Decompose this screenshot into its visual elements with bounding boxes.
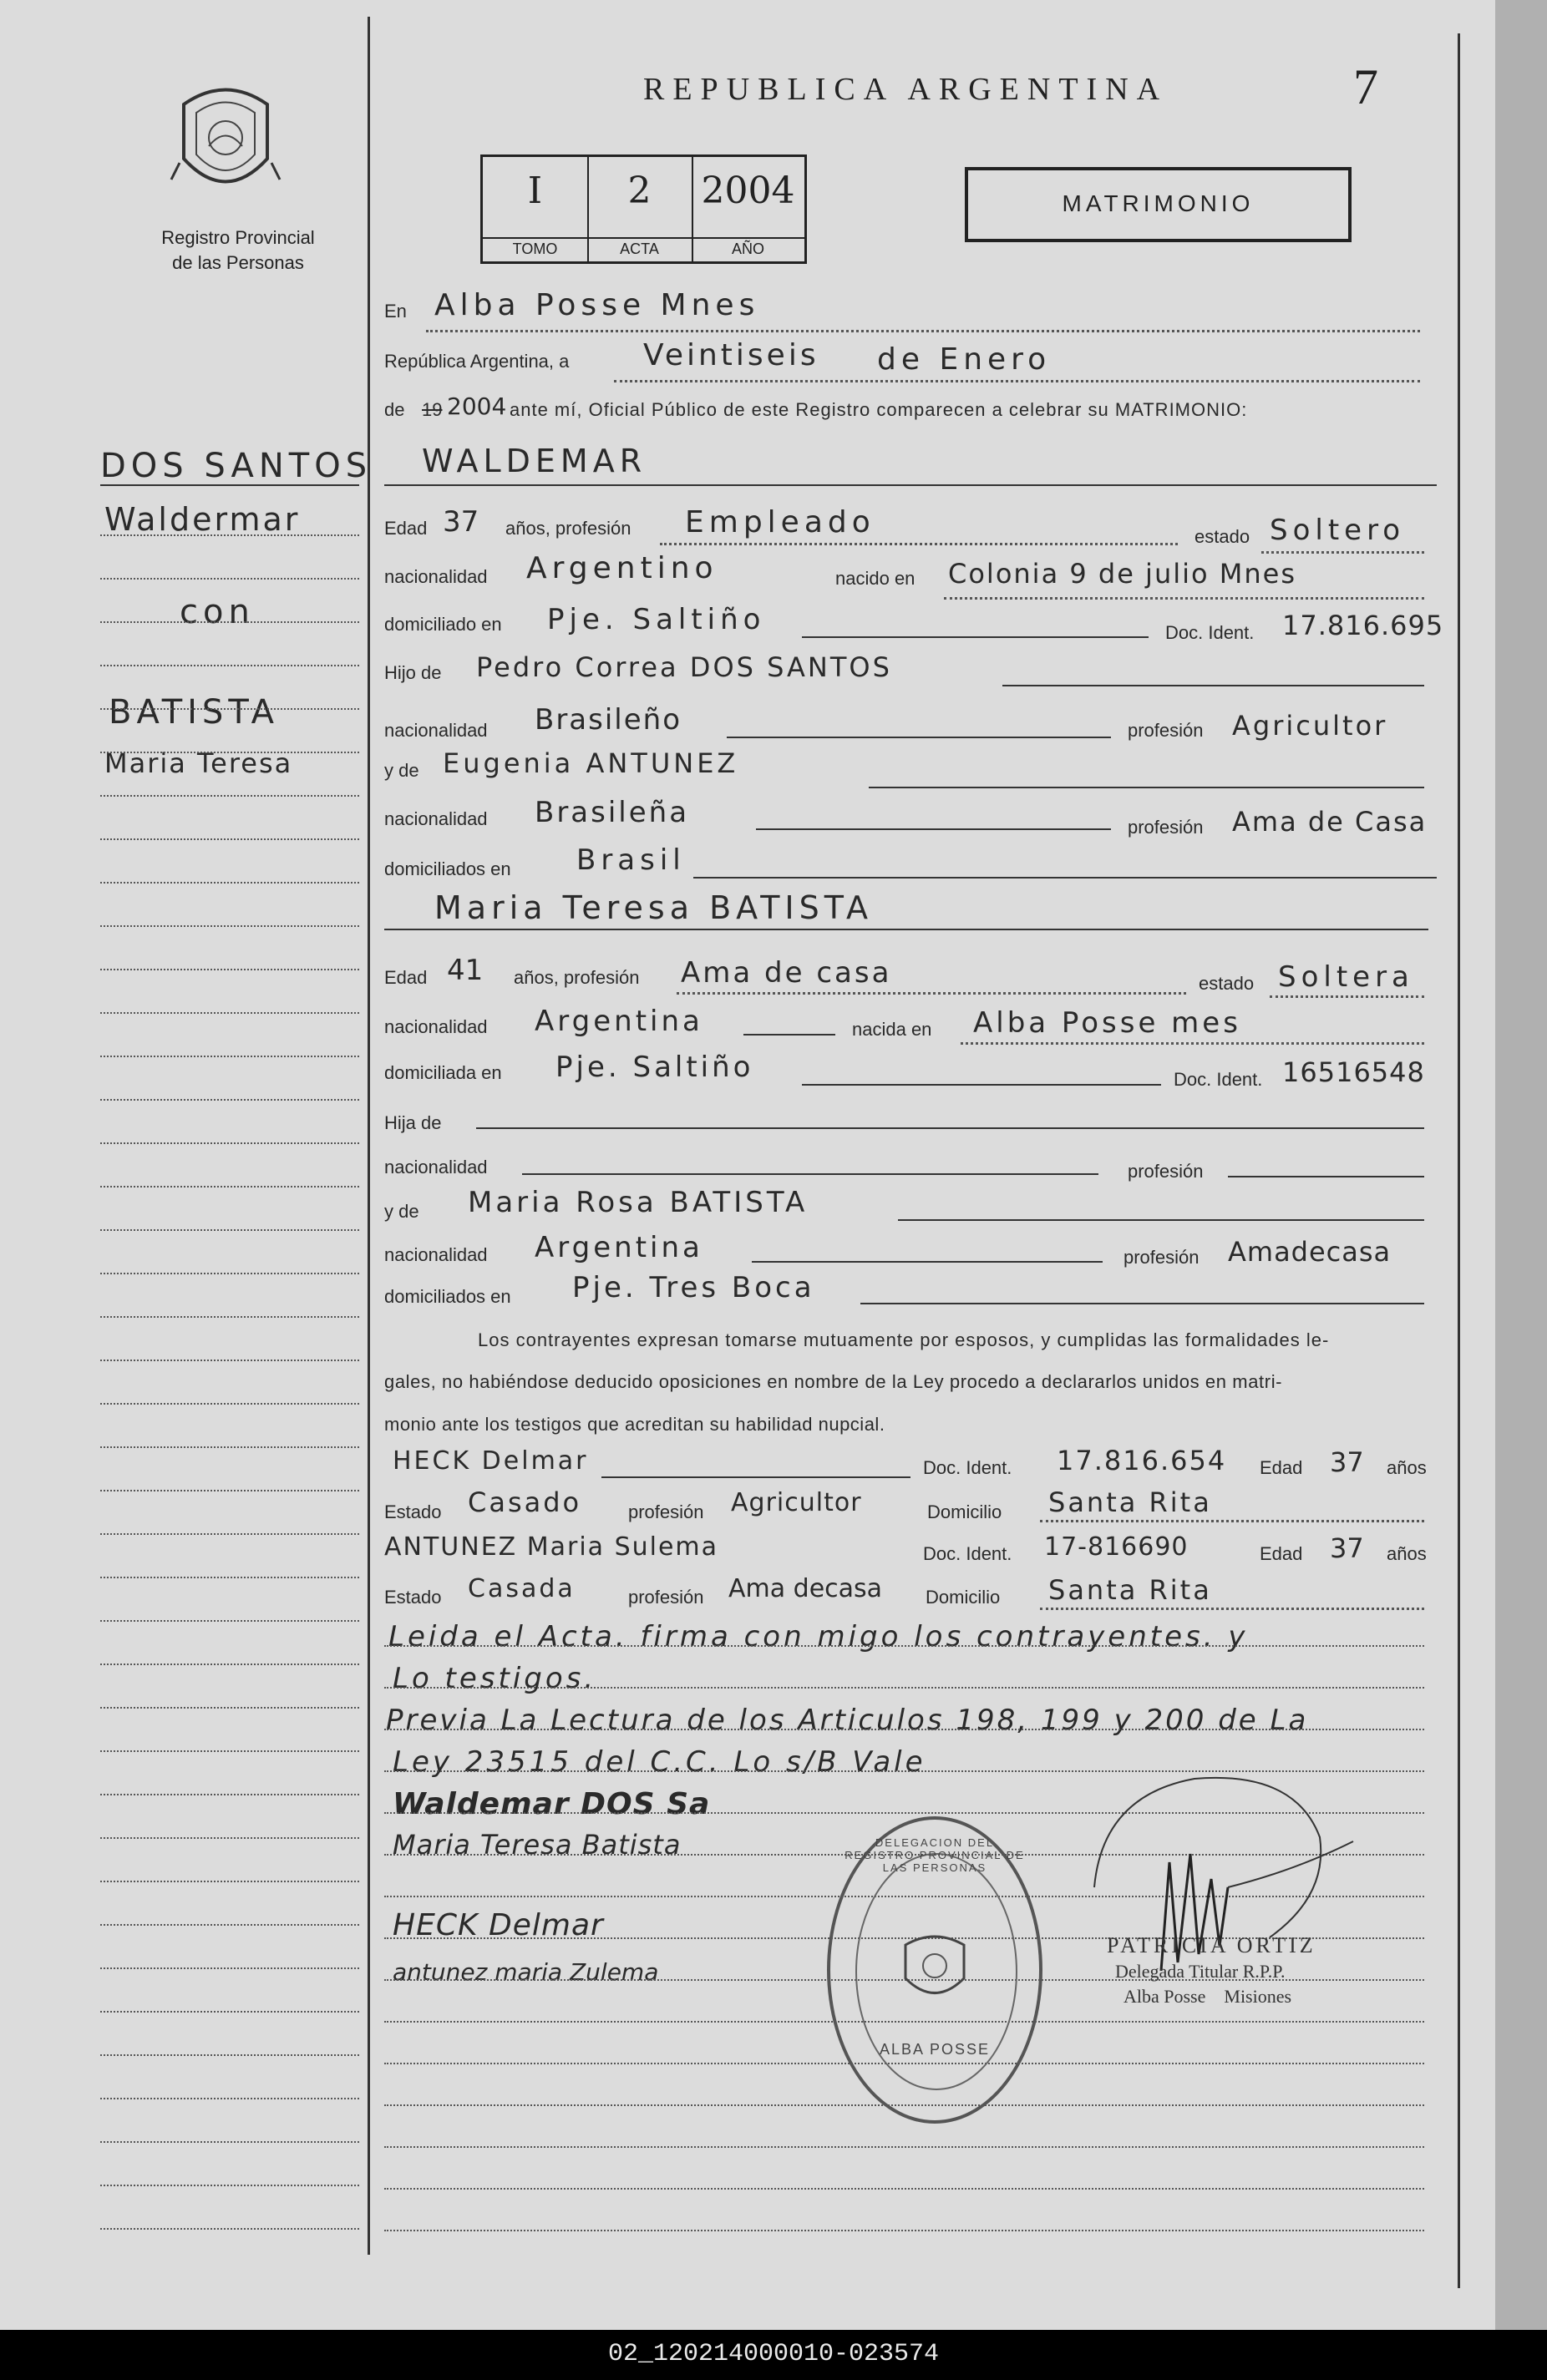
edad-label: Edad (384, 518, 428, 539)
declaration-line-2: gales, no habiéndose deducido oposiciones en nombre de la Ley procedo a declararlos unidos en matri- (384, 1371, 1283, 1392)
groom-address-value: Pje. Saltiño (547, 603, 766, 636)
field-line (614, 380, 1420, 382)
registry-label (125, 225, 351, 276)
margin-dotted-line (100, 882, 359, 884)
stamp-bottom-text: ALBA POSSE (879, 2041, 991, 2058)
groom-mother-profession-value: Ama de Casa (1232, 806, 1428, 838)
note-line-4: Ley 23515 del C.C. Lo s/B Vale (393, 1745, 926, 1779)
field-line (743, 1034, 835, 1036)
witness-1-status: Casado (468, 1486, 582, 1518)
field-line (384, 484, 1437, 486)
witness-1-profession: Agricultor (731, 1488, 862, 1517)
margin-dotted-line (100, 2054, 359, 2056)
acta-cell (587, 157, 693, 261)
margin-dotted-line (100, 1229, 359, 1231)
margin-dotted-line (100, 1186, 359, 1187)
profesion-label: profesión (1128, 1161, 1204, 1182)
record-type-box (965, 167, 1352, 242)
margin-dotted-line (100, 1577, 359, 1578)
nacionalidad-label: nacionalidad (384, 1016, 488, 1037)
margin-dotted-line (100, 1360, 359, 1361)
profesion-label: profesión (1123, 1247, 1200, 1268)
stamp-crest-icon (893, 1928, 976, 2012)
margin-groom-surname: DOS SANTOS (100, 447, 373, 485)
record-number-box (480, 154, 807, 264)
margin-dotted-line (100, 1142, 359, 1144)
margin-line (100, 484, 359, 486)
anio-value: 2004 (701, 170, 795, 212)
bride-mother-nationality-value: Argentina (535, 1231, 703, 1264)
field-line (961, 1042, 1424, 1045)
witness-1-name: HECK Delmar (393, 1446, 589, 1476)
anos-label: años (1387, 1543, 1427, 1564)
margin-dotted-line (100, 1099, 359, 1101)
ruled-line (384, 1729, 1424, 1730)
registry-stamp (827, 1816, 1042, 2124)
margin-dotted-line (100, 2228, 359, 2230)
field-line (869, 787, 1424, 788)
groom-mother-value: Eugenia ANTUNEZ (443, 747, 739, 779)
margin-dotted-line (100, 621, 359, 623)
margin-dotted-line (100, 1490, 359, 1491)
signature-witness-1: HECK Delmar (393, 1908, 604, 1942)
declaration-line-3: monio ante los testigos que acreditan su habilidad nupcial. (384, 1414, 885, 1435)
margin-con: con (180, 593, 255, 631)
field-line (1261, 551, 1424, 554)
margin-rule-right (1458, 33, 1460, 2288)
official-title: Delegada Titular R.P.P. (1115, 1961, 1286, 1982)
de-label: de (384, 399, 405, 420)
nacionalidad-label: nacionalidad (384, 720, 488, 741)
margin-dotted-line (100, 1794, 359, 1795)
anio-label: AÑO (692, 237, 804, 258)
groom-age-value: 37 (443, 505, 479, 539)
anos-profesion-label: años, profesión (514, 967, 640, 988)
domiciliados-label: domiciliados en (384, 858, 511, 879)
ruled-line (384, 2230, 1424, 2231)
record-type-label: MATRIMONIO (1062, 190, 1255, 216)
margin-dotted-line (100, 925, 359, 927)
field-line (756, 828, 1111, 830)
margin-rule-left (368, 17, 370, 2255)
tomo-cell (483, 157, 589, 261)
field-line (752, 1261, 1103, 1263)
margin-dotted-line (100, 1967, 359, 1969)
witness-1-age: 37 (1330, 1446, 1364, 1478)
margin-dotted-line (100, 1056, 359, 1057)
edad-label: Edad (1260, 1543, 1303, 1564)
witness-2-profession: Ama decasa (728, 1574, 883, 1603)
domicilio-label: Domicilio (926, 1587, 1001, 1608)
margin-dotted-line (100, 1446, 359, 1448)
anos-profesion-label: años, profesión (505, 518, 631, 539)
declaration-line-1: Los contrayentes expresan tomarse mutuamente por esposos, y cumplidas las formalidades le- (478, 1329, 1330, 1350)
place-value: Alba Posse Mnes (434, 288, 760, 322)
margin-dotted-line (100, 534, 359, 536)
margin-dotted-line (100, 578, 359, 580)
bride-mother-profession-value: Amadecasa (1228, 1236, 1392, 1268)
edad-label: Edad (384, 967, 428, 988)
witness-2-name: ANTUNEZ Maria Sulema (384, 1532, 719, 1562)
nacida-label: nacida en (852, 1019, 932, 1040)
margin-bride-name: Maria Teresa (104, 747, 293, 779)
domiciliada-label: domiciliada en (384, 1062, 502, 1083)
ruled-line (384, 2146, 1424, 2148)
bride-nationality-value: Argentina (535, 1005, 703, 1038)
doc-label: Doc. Ident. (1174, 1069, 1263, 1090)
doc-label: Doc. Ident. (923, 1543, 1012, 1564)
registry-line-1: Registro Provincial (161, 227, 315, 248)
margin-dotted-line (100, 1012, 359, 1014)
margin-dotted-line (100, 708, 359, 710)
margin-dotted-line (100, 2185, 359, 2186)
estado-label: estado (1199, 973, 1255, 994)
margin-dotted-line (100, 1403, 359, 1405)
witness-2-status: Casada (468, 1574, 576, 1603)
margin-dotted-line (100, 838, 359, 840)
margin-dotted-line (100, 1620, 359, 1622)
doc-label: Doc. Ident. (923, 1457, 1012, 1478)
en-label: En (384, 301, 407, 322)
margin-dotted-line (100, 1273, 359, 1274)
witness-1-address: Santa Rita (1048, 1486, 1212, 1518)
nacionalidad-label: nacionalidad (384, 566, 488, 587)
margin-dotted-line (100, 665, 359, 666)
domiciliados-label: domiciliados en (384, 1286, 511, 1307)
margin-dotted-line (100, 2098, 359, 2099)
witness-2-age: 37 (1330, 1532, 1364, 1564)
provincial-seal-icon (167, 79, 284, 205)
signature-witness-2: antunez maria Zulema (393, 1958, 659, 1986)
field-line (384, 929, 1428, 930)
republic-title: REPUBLICA ARGENTINA (643, 72, 1169, 107)
yde-label: y de (384, 1201, 419, 1222)
margin-dotted-line (100, 969, 359, 970)
margin-dotted-line (100, 1924, 359, 1926)
bride-doc-value: 16516548 (1282, 1056, 1425, 1088)
margin-dotted-line (100, 1750, 359, 1752)
note-line-1: Leida el Acta. firma con migo los contrayentes. y (388, 1620, 1249, 1653)
estado-label: Estado (384, 1501, 442, 1522)
margin-dotted-line (100, 752, 359, 753)
margin-bride-surname: BATISTA (109, 693, 280, 732)
field-line (898, 1219, 1424, 1221)
groom-father-profession-value: Agricultor (1232, 710, 1388, 742)
edad-label: Edad (1260, 1457, 1303, 1478)
anos-label: años (1387, 1457, 1427, 1478)
field-line (426, 330, 1420, 332)
nacionalidad-label: nacionalidad (384, 1157, 488, 1177)
field-line (802, 1084, 1161, 1086)
margin-dotted-line (100, 1316, 359, 1318)
field-line (476, 1127, 1424, 1129)
file-id: 02_120214000010-023574 (607, 2340, 940, 2368)
registry-line-2: de las Personas (172, 252, 304, 273)
bride-profession-value: Ama de casa (681, 956, 892, 990)
field-line (860, 1303, 1424, 1304)
field-line (727, 737, 1111, 738)
bride-mother-value: Maria Rosa BATISTA (468, 1186, 809, 1219)
field-line (660, 543, 1178, 545)
date-month-value: de Enero (877, 342, 1052, 377)
field-line (677, 992, 1186, 995)
field-line (1040, 1608, 1424, 1610)
groom-status-value: Soltero (1270, 514, 1406, 547)
bride-age-value: 41 (447, 954, 484, 987)
ruled-line (384, 1645, 1424, 1647)
field-line (522, 1173, 1098, 1175)
official-place: Alba Posse Misiones (1123, 1986, 1292, 2007)
groom-father-nationality-value: Brasileño (535, 703, 682, 737)
nacionalidad-label: nacionalidad (384, 1244, 488, 1265)
groom-doc-value: 17.816.695 (1282, 610, 1444, 641)
note-line-3: Previa La Lectura de los Articulos 198, 199 y 200 de La (386, 1704, 1309, 1737)
page-edge (1495, 0, 1547, 2330)
groom-parents-address-value: Brasil (576, 843, 686, 877)
page-number: 7 (1353, 59, 1378, 114)
year-written: 2004 (447, 392, 507, 420)
signature-groom: Waldemar DOS Sa (393, 1787, 711, 1821)
groom-father-value: Pedro Correa DOS SANTOS (476, 651, 892, 683)
ruled-line (384, 1687, 1424, 1689)
domiciliado-label: domiciliado en (384, 614, 502, 635)
field-line (1002, 685, 1424, 686)
tomo-value: I (527, 170, 543, 212)
field-line (944, 597, 1424, 600)
margin-dotted-line (100, 2141, 359, 2143)
margin-dotted-line (100, 1707, 359, 1709)
bride-address-value: Pje. Saltiño (555, 1051, 754, 1084)
field-line (1228, 1176, 1424, 1177)
date-day-value: Veintiseis (643, 338, 819, 372)
field-line (1040, 1520, 1424, 1522)
republica-label: República Argentina, a (384, 351, 570, 372)
profesion-label: profesión (1128, 720, 1204, 741)
margin-dotted-line (100, 1881, 359, 1882)
statement-text: ante mí, Oficial Público de este Registro comparecen a celebrar su MATRIMONIO: (510, 399, 1248, 420)
groom-name-value: WALDEMAR (422, 443, 647, 479)
margin-dotted-line (100, 2011, 359, 2013)
bride-parents-address-value: Pje. Tres Boca (572, 1271, 815, 1304)
acta-value: 2 (627, 170, 652, 212)
groom-mother-nationality-value: Brasileña (535, 796, 690, 829)
hijo-label: Hijo de (384, 662, 442, 683)
domicilio-label: Domicilio (927, 1501, 1002, 1522)
profesion-label: profesión (628, 1587, 704, 1608)
groom-nationality-value: Argentino (526, 551, 718, 585)
tomo-label: TOMO (483, 237, 587, 258)
groom-birthplace-value: Colonia 9 de julio Mnes (948, 558, 1296, 590)
margin-dotted-line (100, 795, 359, 797)
margin-groom-name: Waldermar (104, 501, 301, 538)
yde-label: y de (384, 760, 419, 781)
margin-dotted-line (100, 1663, 359, 1665)
estado-label: Estado (384, 1587, 442, 1608)
acta-label: ACTA (587, 237, 692, 258)
file-id-bar (0, 2330, 1547, 2380)
nacido-label: nacido en (835, 568, 916, 589)
margin-dotted-line (100, 1533, 359, 1535)
field-line (802, 636, 1149, 638)
note-line-2: Lo testigos. (393, 1662, 597, 1695)
stamp-ring-text: DELEGACION DEL REGISTRO PROVINCIAL DE LAS PERSONAS (845, 1836, 1025, 1874)
anio-cell (692, 157, 804, 261)
witness-1-doc: 17.816.654 (1057, 1445, 1227, 1476)
year-printed: 19 (422, 399, 443, 420)
signature-bride: Maria Teresa Batista (393, 1829, 682, 1861)
ruled-line (384, 2188, 1424, 2190)
profesion-label: profesión (628, 1501, 704, 1522)
doc-label: Doc. Ident. (1165, 622, 1255, 643)
witness-2-address: Santa Rita (1048, 1574, 1212, 1606)
margin-dotted-line (100, 1837, 359, 1839)
bride-status-value: Soltera (1278, 960, 1414, 994)
field-line (693, 877, 1437, 879)
estado-label: estado (1194, 526, 1250, 547)
hija-label: Hija de (384, 1112, 442, 1133)
nacionalidad-label: nacionalidad (384, 808, 488, 829)
field-line (1270, 995, 1424, 998)
witness-2-doc: 17-816690 (1044, 1532, 1189, 1562)
bride-name-value: Maria Teresa BATISTA (434, 889, 873, 926)
official-name: PATRICIA ORTIZ (1107, 1933, 1316, 1957)
bride-birthplace-value: Alba Posse mes (973, 1006, 1241, 1040)
field-line (601, 1476, 910, 1478)
groom-profession-value: Empleado (685, 505, 875, 539)
profesion-label: profesión (1128, 817, 1204, 838)
